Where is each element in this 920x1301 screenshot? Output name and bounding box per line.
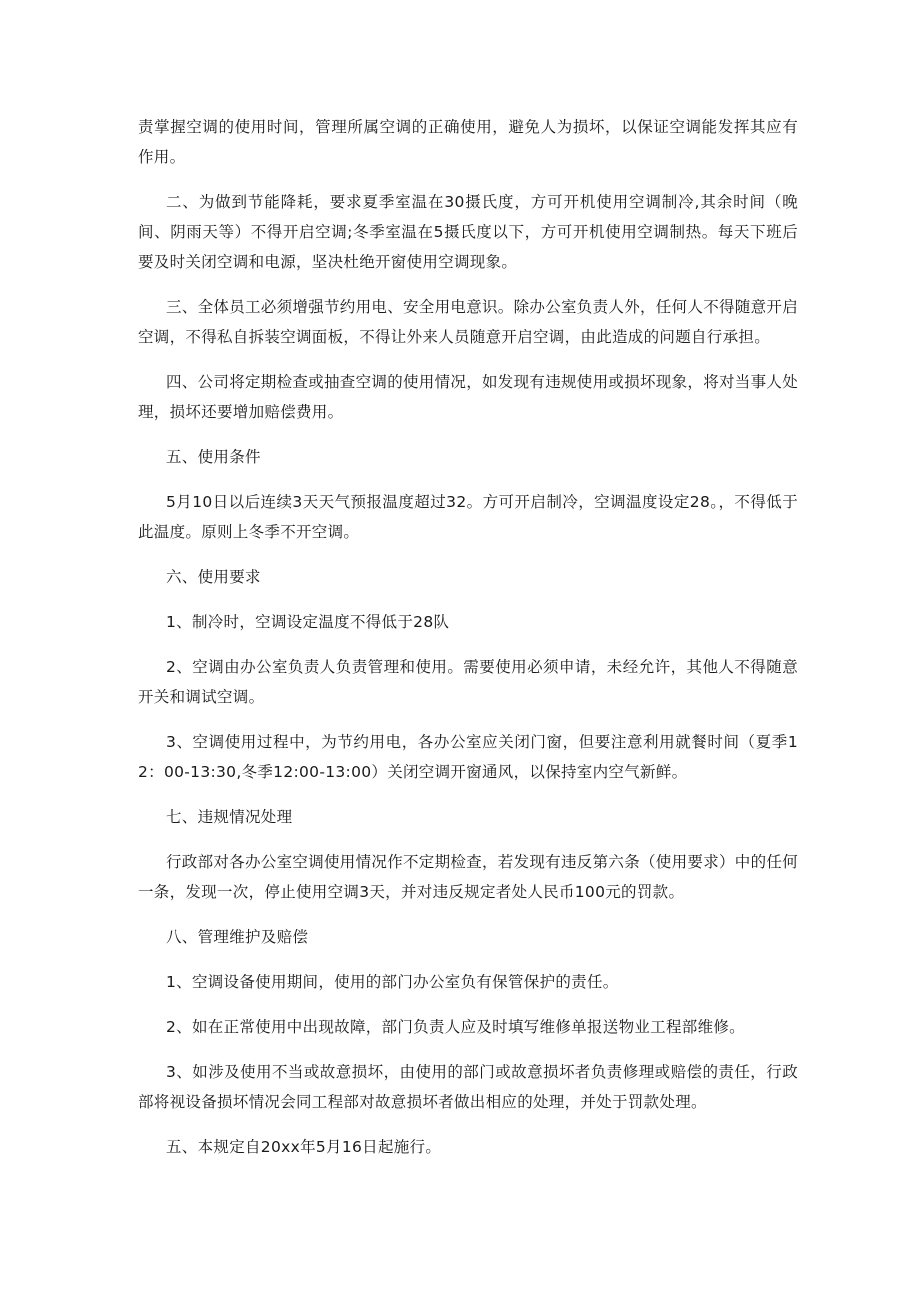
heading-usage-requirements: 六、使用要求 (166, 568, 261, 586)
paragraph-requirement-3: 3、空调使用过程中，为节约用电，各办公室应关闭门窗，但要注意利用就餐时间（夏季12：00-13:30,冬季12:00-13:00）关闭空调开窗通风，以保持室内空气新鲜。 (138, 733, 798, 781)
paragraph-requirement-2: 2、空调由办公室负责人负责管理和使用。需要使用必须申请，未经允许，其他人不得随意开关和调试空调。 (138, 658, 798, 706)
paragraph-violation-handling: 行政部对各办公室空调使用情况作不定期检查，若发现有违反第六条（使用要求）中的任何一条，发现一次，停止使用空调3天，并对违反规定者处人民币100元的罚款。 (138, 853, 799, 901)
heading-maintenance-compensation: 八、管理维护及赔偿 (166, 928, 309, 946)
paragraph-usage-conditions: 5月10日以后连续3天天气预报温度超过32。方可开启制冷，空调温度设定28。，不得低于此温度。原则上冬季不开空调。 (138, 493, 798, 541)
paragraph-maintenance-3: 3、如涉及使用不当或故意损坏，由使用的部门或故意损坏者负责修理或赔偿的责任，行政部将视设备损坏情况会同工程部对故意损坏者做出相应的处理，并处于罚款处理。 (138, 1063, 798, 1111)
paragraph-continuation: 责掌握空调的使用时间，管理所属空调的正确使用，避免人为损坏，以保证空调能发挥其应有作用。 (138, 118, 798, 166)
paragraph-effective-date: 五、本规定自20xx年5月16日起施行。 (166, 1138, 442, 1156)
heading-violation-handling: 七、违规情况处理 (166, 808, 293, 826)
document-body (138, 112, 798, 1162)
paragraph-maintenance-2: 2、如在正常使用中出现故障，部门负责人应及时填写维修单报送物业工程部维修。 (166, 1018, 745, 1036)
paragraph-section-4: 四、公司将定期检查或抽查空调的使用情况，如发现有违规使用或损坏现象，将对当事人处理，损坏还要增加赔偿费用。 (138, 373, 799, 421)
paragraph-section-3: 三、全体员工必须增强节约用电、安全用电意识。除办公室负责人外，任何人不得随意开启空调，不得私自拆装空调面板，不得让外来人员随意开启空调，由此造成的问题自行承担。 (138, 298, 799, 346)
heading-usage-conditions: 五、使用条件 (166, 448, 261, 466)
paragraph-section-2: 二、为做到节能降耗，要求夏季室温在30摄氏度，方可开机使用空调制冷,其余时间（晚间、阴雨天等）不得开启空调;冬季室温在5摄氏度以下，方可开机使用空调制热。每天下班后要及时关闭空调和电源，坚决杜绝开窗使用空调现象。 (138, 193, 798, 271)
paragraph-requirement-1: 1、制冷时，空调设定温度不得低于28队 (166, 613, 450, 631)
paragraph-maintenance-1: 1、空调设备使用期间，使用的部门办公室负有保管保护的责任。 (166, 973, 619, 991)
